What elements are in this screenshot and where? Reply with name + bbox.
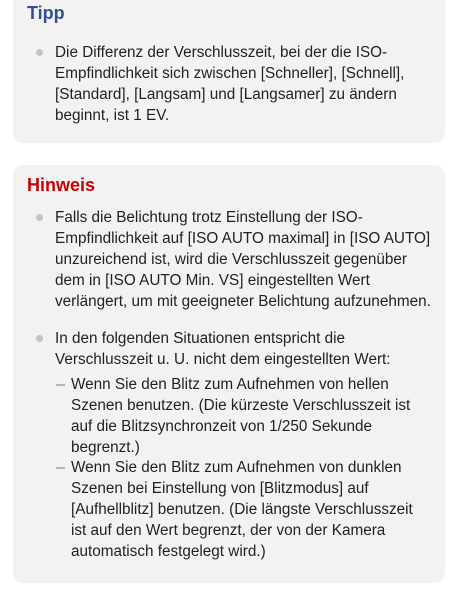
note-subitem-text: Wenn Sie den Blitz zum Aufnehmen von hellen Szenen benutzen. (Die kürzeste Verschlusszeit ist auf die Blitzsynchronzeit von 1/250 Sekunde begrenzt.) bbox=[71, 376, 411, 456]
dash-icon bbox=[56, 384, 65, 386]
tip-item-text: Die Differenz der Verschlusszeit, bei der die ISO- Empfindlichkeit sich zwischen [Schneller], [Schnell], [Standard], [Langsam] und [Langsamer] zu ändern beginnt, ist 1 EV. bbox=[55, 44, 405, 124]
note-item-text: Falls die Belichtung trotz Einstellung der ISO- Empfindlichkeit auf [ISO AUTO maximal] in [ISO AUTO] unzureichend ist, wird die Verschlusszeit gegenüber dem in [ISO AUTO Min. VS] eingestellten Wert verlängert, um mit geeigneter Belichtung aufzunehmen. bbox=[55, 209, 431, 310]
note-title: Hinweis bbox=[27, 175, 96, 195]
tip-box bbox=[13, 0, 445, 143]
dash-icon bbox=[56, 467, 65, 469]
bullet-icon bbox=[36, 214, 43, 221]
bullet-icon bbox=[36, 335, 43, 342]
tip-title: Tipp bbox=[27, 3, 65, 23]
bullet-icon bbox=[36, 49, 43, 56]
note-item-text: In den folgenden Situationen entspricht die Verschlusszeit u. U. nicht dem eingestellten Wert: bbox=[55, 330, 391, 368]
note-subitem-text: Wenn Sie den Blitz zum Aufnehmen von dunklen Szenen bei Einstellung von [Blitzmodus] auf [Aufhellblitz] benutzen. (Die längste Verschlusszeit ist auf den Wert begrenzt, der von der Kamera automatisch festgelegt wird.) bbox=[71, 459, 413, 560]
note-box bbox=[13, 165, 445, 583]
